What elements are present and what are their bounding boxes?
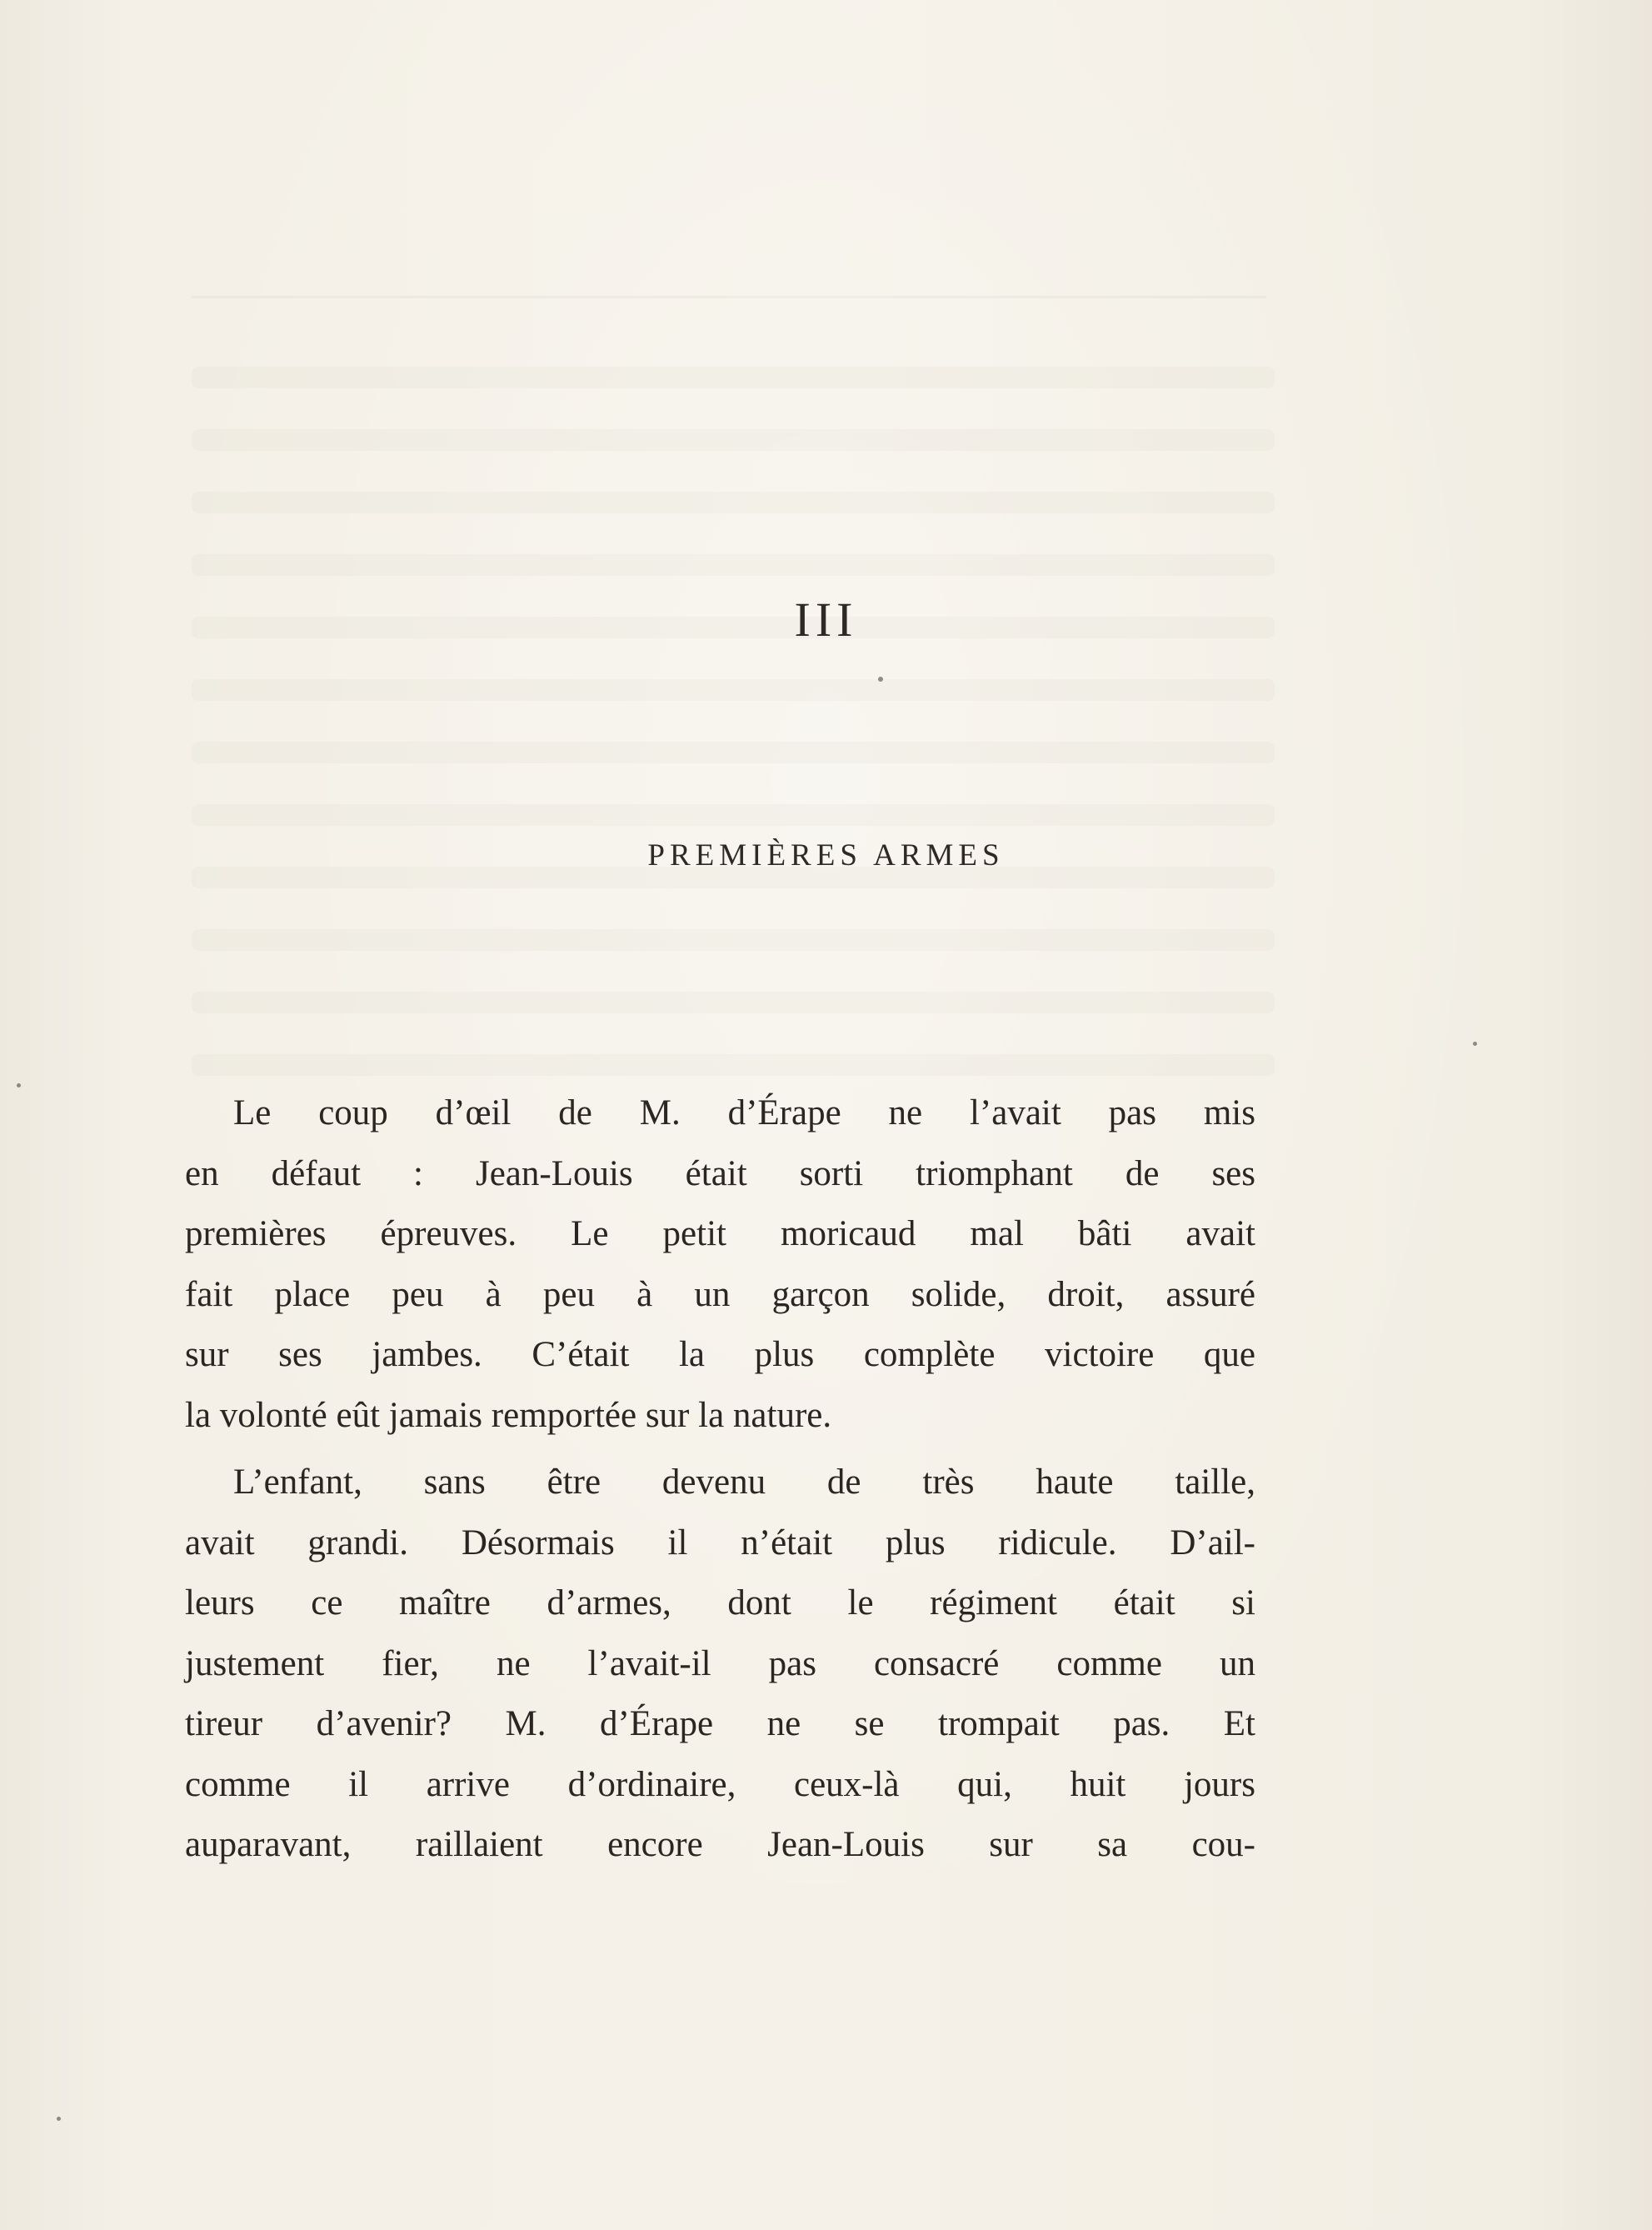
chapter-number: III [794,592,858,647]
text-line: comme il arrive d’ordinaire, ceux-là qui, huit jours [185,1764,1255,1804]
paragraph [185,1452,1255,1876]
bleed-through-line [192,679,1275,701]
chapter-title: PREMIÈRES ARMES [647,838,1005,872]
bleed-through-line [192,492,1275,513]
bleed-through-rule [192,296,1266,298]
paragraph-gap [185,1446,1255,1452]
ink-speck [57,2117,61,2121]
text-line: sur ses jambes. C’était la plus complète victoire que [185,1335,1255,1374]
ink-speck [878,677,883,682]
bleed-through-line [192,1054,1275,1076]
text-line: la volonté eût jamais remportée sur la nature. [185,1395,832,1435]
bleed-through-line [192,929,1275,951]
ink-speck [1473,1042,1477,1046]
bleed-through-line [192,804,1275,826]
paragraph [185,1083,1255,1446]
text-line: leurs ce maître d’armes, dont le régiment était si [185,1583,1255,1622]
text-line: fait place peu à peu à un garçon solide, droit, assuré [185,1274,1255,1314]
bleed-through-line [192,554,1275,576]
text-line: premières épreuves. Le petit moricaud mal bâti avait [185,1214,1255,1253]
text-line: justement fier, ne l’avait-il pas consacré comme un [185,1643,1255,1683]
body-text [185,1083,1255,1876]
bleed-through-line [192,367,1275,388]
text-line: auparavant, raillaient encore Jean-Louis sur sa cou- [185,1825,1255,1864]
ink-speck [17,1083,21,1088]
bleed-through-line [192,742,1275,763]
text-line: en défaut : Jean-Louis était sorti triomphant de ses [185,1153,1255,1193]
text-line: tireur d’avenir? M. d’Érape ne se trompait pas. Et [185,1704,1255,1743]
bleed-through-line [192,992,1275,1013]
text-line: Le coup d’œil de M. d’Érape ne l’avait pas mis [233,1093,1255,1132]
text-line: avait grandi. Désormais il n’était plus ridicule. D’ail- [185,1522,1255,1562]
bleed-through-line [192,429,1275,451]
text-line: L’enfant, sans être devenu de très haute taille, [233,1462,1255,1502]
